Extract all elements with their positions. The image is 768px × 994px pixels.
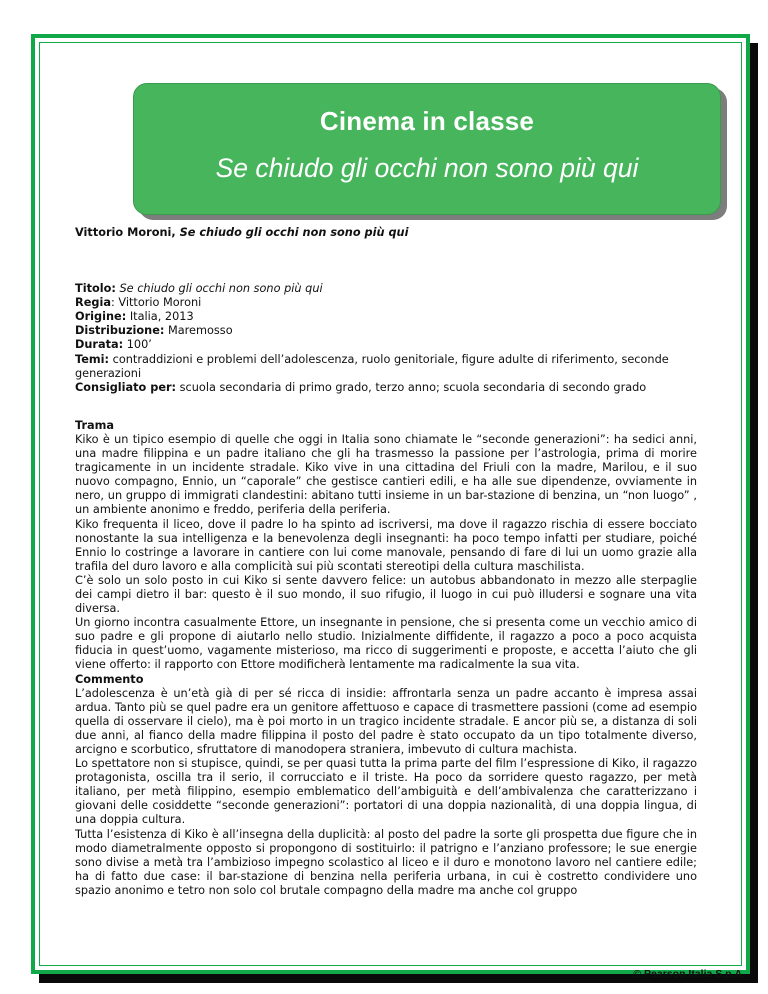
trama-paragraph: Kiko frequenta il liceo, dove il padre lo ha spinto ad iscriversi, ma dove il ragazzo rischia di essere bocciato nonostante la sua intelligenza e la benevolenza degli insegnanti: ha poco tempo infatti per studiare, poiché Ennio lo costringe a lavorare in cantiere con lui come manovale, pensando di fare di lui un uomo grazie alla trafila del duro lavoro e alla complicità sui più scontati stereotipi della cultura maschilista. [75,517,697,573]
film-metadata [75,282,697,395]
copyright-footer: © Pearson Italia S.p.A. [633,968,745,980]
banner-subtitle: Se chiudo gli occhi non sono più qui [215,153,639,183]
commento-paragraph: L’adolescenza è un’età già di per sé ricca di insidie: affrontarla senza un padre accanto è impresa assai ardua. Tanto più se quel padre era un genitore affettuoso e capace di trasmettere passioni (come ad esempio quella di osservare il cielo), ma è poi morto in un tragico incidente stradale. E ancor più se, a distanza di soli due anni, al fianco della madre filippina il posto del padre è stato occupato da un tipo totalmente diverso, arcigno e scorbutico, sfruttatore di manodopera straniera, imbevuto di cultura machista. [75,686,697,756]
commento-paragraph: Tutta l’esistenza di Kiko è all’insegna della duplicità: al posto del padre la sorte gli prospetta due figure che in modo diametralmente opposto si propongono di sostituirlo: il patrigno e l’anziano professore; le sue energie sono divise a metà tra l’ambizioso impegno scolastico al liceo e il duro e monotono lavoro nel cantiere edile; ha di fatto due case: il bar-stazione di benzina nella periferia urbana, in cui è costretto condividere uno spazio anonimo e tetro non solo col brutale compagno della madre ma anche col gruppo [75,827,697,897]
banner-title: Cinema in classe [319,106,535,136]
meta-duration: Durata: 100’ [75,338,152,352]
meta-director: Regia: Vittorio Moroni [75,296,202,310]
author-film-title: Se chiudo gli occhi non sono più qui [179,226,409,239]
trama-paragraph: Kiko è un tipico esempio di quelle che oggi in Italia sono chiamate le “seconde generazioni”: ha sedici anni, una madre filippina e un padre italiano che gli ha trasmesso la passione per l’astrologia, prima di morire tragicamente in un incidente stradale. Kiko vive in una cittadina del Friuli con la madre, Marilou, e il suo nuovo compagno, Ennio, un “caporale” che gestisce cantieri edili, e ha alle sue dipendenze, ovviamente in nero, un gruppo di immigrati clandestini: abitano tutti insieme in un bar-stazione di benzina, un “non luogo” , un ambiente anonimo e freddo, periferia della periferia. [75,432,697,517]
meta-distribution: Distribuzione: Maremosso [75,324,233,338]
title-banner [133,83,721,215]
document-body [75,226,697,898]
trama-paragraph: Un giorno incontra casualmente Ettore, un insegnante in pensione, che si presenta come un vecchio amico di suo padre e gli propone di aiutarlo nello studio. Inizialmente diffidente, il ragazzo a poco a poco acquista fiducia in quest’uomo, vagamente misterioso, ma ricco di suggerimenti e proposte, e accetta l’aiuto che gli viene offerto: il rapporto con Ettore modificherà lentamente ma radicalmente la sua vita. [75,616,697,672]
meta-origin: Origine: Italia, 2013 [75,310,194,324]
meta-themes: Temi: contraddizioni e problemi dell’adolescenza, ruolo genitoriale, figure adulte di riferimento, seconde generazioni [75,352,669,380]
commento-heading: Commento [75,672,144,686]
commento-paragraph: Lo spettatore non si stupisce, quindi, se per quasi tutta la prima parte del film l’espressione di Kiko, il ragazzo protagonista, oscilla tra il serio, il corrucciato e il triste. Ha poco da sorridere questo ragazzo, per metà italiano, per metà filippino, esempio emblematico dell’ambiguità e dell’ambivalenza che caratterizzano i giovani delle cosiddette “seconde generazioni”: portatori di una doppia nazionalità, di una doppia lingua, di una doppia cultura. [75,757,697,827]
meta-recommended: Consigliato per: scuola secondaria di primo grado, terzo anno; scuola secondaria di secondo grado [75,380,647,394]
meta-title: Titolo: Se chiudo gli occhi non sono più qui [75,282,323,296]
author-name: Vittorio Moroni, [75,226,176,239]
trama-paragraph: C’è solo un solo posto in cui Kiko si sente davvero felice: un autobus abbandonato in mezzo alle sterpaglie dei campi dietro il bar: questo è il suo mondo, il suo rifugio, il luogo in cui può illudersi e sognare una vita diversa. [75,573,697,616]
trama-heading: Trama [75,418,115,432]
author-line [75,226,697,240]
